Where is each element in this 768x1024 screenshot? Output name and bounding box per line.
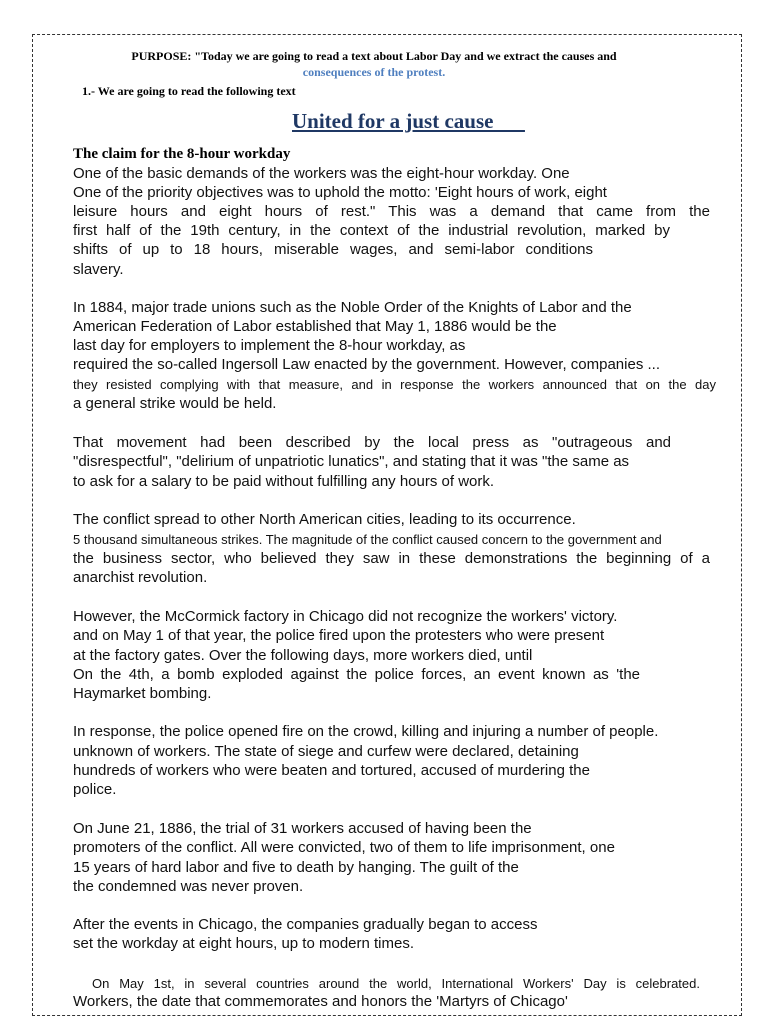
text-line: the business sector, who believed they saw in these demonstrations the beginning of a [73,550,710,567]
text-line: slavery. [73,261,124,278]
text-line: set the workday at eight hours, up to modern times. [73,935,415,952]
text-line: anarchist revolution. [73,569,208,586]
text-line: they resisted complying with that measure, and in response the workers announced that on the day [73,377,716,392]
text-line: shifts of up to 18 hours, miserable wages, and semi-labor conditions [73,241,593,258]
text-line: 5 thousand simultaneous strikes. The magnitude of the conflict caused concern to the government and [73,532,662,547]
purpose-line-1: PURPOSE: "Today we are going to read a text about Labor Day and we extract the causes and [131,49,617,63]
text-line: hundreds of workers who were beaten and tortured, accused of murdering the [73,762,590,779]
text-line: After the events in Chicago, the companies gradually began to access [73,916,538,933]
text-line: 15 years of hard labor and five to death by hanging. The guilt of the [73,859,519,876]
text-line: required the so-called Ingersoll Law enacted by the government. However, companies ... [73,356,660,373]
article-title: United for a just cause [292,109,525,133]
text-line: That movement had been described by the local press as "outrageous and [73,434,671,451]
text-line: leisure hours and eight hours of rest." This was a demand that came from the [73,203,710,220]
text-line: and on May 1 of that year, the police fired upon the protesters who were present [73,627,605,644]
text-line: American Federation of Labor established that May 1, 1886 would be the [73,318,557,335]
text-line: "disrespectful", "delirium of unpatriotic lunatics", and stating that it was "the same as [73,453,630,470]
text-line: at the factory gates. Over the following days, more workers died, until [73,647,533,664]
text-line: police. [73,781,117,798]
text-line: One of the priority objectives was to uphold the motto: 'Eight hours of work, eight [73,184,607,201]
text-line: Haymarket bombing. [73,685,212,702]
text-line: One of the basic demands of the workers was the eight-hour workday. One [73,165,570,182]
text-line: In 1884, major trade unions such as the Noble Order of the Knights of Labor and the [73,299,632,316]
text-line: unknown of workers. The state of siege and curfew were declared, detaining [73,743,579,760]
article-subheading: The claim for the 8-hour workday [73,146,291,162]
text-line: On May 1st, in several countries around the world, International Workers' Day is celebrated. [92,976,700,991]
text-line: The conflict spread to other North American cities, leading to its occurrence. [73,511,576,528]
text-line: In response, the police opened fire on the crowd, killing and injuring a number of people. [73,723,659,740]
text-line: to ask for a salary to be paid without fulfilling any hours of work. [73,473,495,490]
text-line: On the 4th, a bomb exploded against the police forces, an event known as 'the [73,666,640,683]
text-line: a general strike would be held. [73,395,277,412]
text-line: On June 21, 1886, the trial of 31 workers accused of having been the [73,820,532,837]
text-line: first half of the 19th century, in the context of the industrial revolution, marked by [73,222,670,239]
text-line: the condemned was never proven. [73,878,304,895]
step-instruction: 1.- We are going to read the following text [82,84,296,98]
text-line: promoters of the conflict. All were convicted, two of them to life imprisonment, one [73,839,615,856]
text-line: Workers, the date that commemorates and honors the 'Martyrs of Chicago' [73,993,568,1010]
purpose-line-2: consequences of the protest. [302,65,446,79]
text-line: last day for employers to implement the 8-hour workday, as [73,337,466,354]
text-line: However, the McCormick factory in Chicago did not recognize the workers' victory. [73,608,618,625]
